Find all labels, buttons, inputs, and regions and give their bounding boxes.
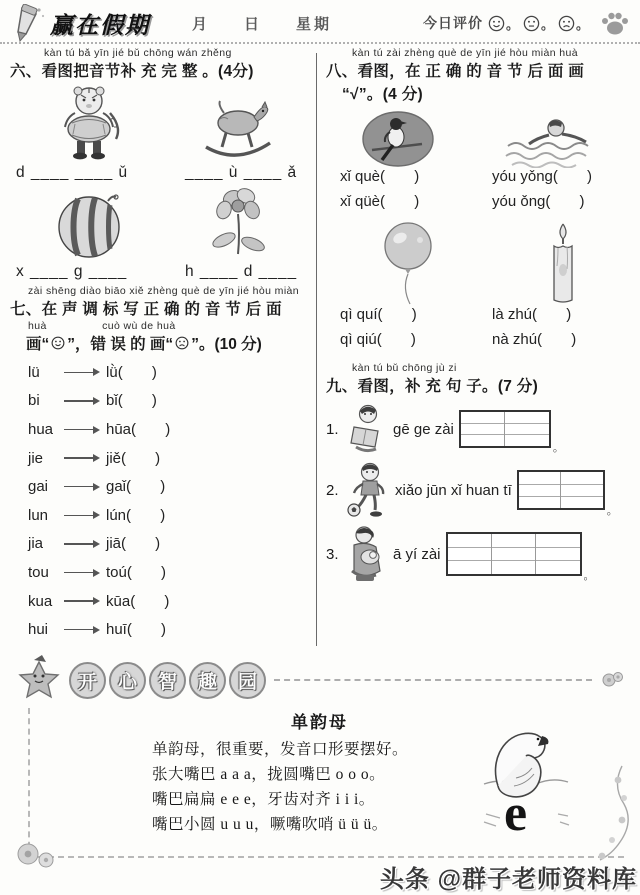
answer-brackets[interactable]: ( ) (376, 331, 416, 348)
section6-image-row-2 (10, 186, 310, 260)
match-arrow-icon (64, 572, 98, 574)
match-row (10, 444, 310, 473)
match-arrow-icon (64, 629, 98, 631)
section8-title-2: “√”。(4 分) (342, 86, 423, 103)
pinyin-cuowudehua: cuò wù de huà (102, 320, 176, 332)
worksheet-body (0, 44, 640, 656)
day-label: 日 (244, 15, 263, 33)
syllable-plain: lun (28, 506, 49, 524)
sad-face-icon (558, 15, 575, 32)
svg-text:e: e (504, 785, 528, 840)
section7-title: 七、在 声 调 标 写 正 确 的 音 节 后 面 (10, 301, 282, 318)
match-arrow-icon (64, 600, 98, 602)
sentence-stem: xiǎo jūn xǐ huan tī (395, 481, 512, 499)
aunt-holding-baby-illustration (346, 525, 388, 583)
banner-dashed-line (274, 679, 592, 681)
brand-logo-group (12, 4, 150, 42)
answer-brackets[interactable]: ( ) (130, 592, 170, 610)
answer-brackets[interactable]: ( ) (117, 392, 157, 410)
syllable-toned: huī (106, 621, 127, 639)
week-label: 星期 (296, 15, 333, 33)
item-number: 3. (326, 545, 339, 563)
watermark: 头条 @群子老师资料库 (379, 866, 637, 893)
answer-blank[interactable]: ____ ù ____ ǎ (185, 164, 298, 181)
rhyme-line: 张大嘴巴 a a a，拢圆嘴巴 o o o。 (152, 766, 386, 783)
right-column (322, 47, 634, 656)
syllable-plain: kua (28, 592, 53, 610)
syllable-toned: lǜ (106, 363, 118, 381)
period-mark: 。 (583, 570, 595, 582)
period-mark: 。 (575, 16, 589, 32)
answer-blank[interactable]: h ____ d ____ (185, 263, 298, 280)
banner-circle: 开 (69, 662, 106, 699)
syllable-toned: hūa (106, 420, 132, 438)
section6-blanks-2 (16, 263, 310, 281)
answer-brackets[interactable]: ( ) (552, 168, 593, 185)
answer-brackets[interactable]: ( ) (537, 331, 577, 348)
period-mark: 。 (505, 16, 519, 32)
match-row (10, 615, 310, 644)
match-arrow-icon (64, 486, 98, 488)
answer-brackets[interactable]: ( ) (117, 363, 157, 381)
section8-title: 八、看图，在 正 确 的 音 节 后 面 画 (326, 63, 585, 80)
sad-face-icon (175, 336, 189, 350)
syllable-toned: jiā (106, 535, 122, 553)
syllable-toned: bǐ (106, 392, 118, 410)
option-syllable: qì qiú (340, 331, 377, 348)
match-arrow-icon (64, 400, 98, 402)
pencil-mascot-icon (12, 4, 46, 42)
section8-image-row-2 (326, 220, 634, 306)
answer-brackets[interactable]: ( ) (126, 563, 167, 581)
period-mark: 。 (552, 442, 564, 454)
boy-reading-illustration (346, 403, 388, 455)
option-syllable: qì quí (340, 306, 378, 323)
balloon-illustration (380, 220, 438, 306)
option-syllable: là zhú (492, 306, 533, 323)
section7-pinyin-2 (28, 320, 310, 332)
paw-icon (600, 9, 630, 37)
syllable-plain: jia (28, 535, 44, 553)
answer-brackets[interactable]: ( ) (131, 420, 171, 438)
answer-grid[interactable] (459, 410, 551, 448)
evaluation-label: 今日评价 (422, 15, 483, 31)
banner-circle: 心 (109, 662, 146, 699)
match-row (10, 530, 310, 559)
section9-item-2 (326, 462, 634, 518)
rhyme-poem (152, 708, 487, 837)
match-arrow-icon (64, 372, 98, 374)
section7-pinyin-1: zài shēng diào biāo xiě zhèng què de yīn jié hòu miàn (28, 285, 300, 297)
syllable-plain: bi (28, 392, 40, 410)
date-line (192, 13, 332, 34)
rhyme-line: 嘴巴小圆 u u u，噘嘴吹哨 ü ü ü。 (152, 816, 388, 833)
match-row (10, 358, 310, 387)
section6-pinyin: kàn tú bǎ yīn jié bǔ chōng wán zhěng (44, 47, 232, 59)
left-column (10, 47, 310, 656)
tiger-drum-illustration (47, 83, 127, 161)
fun-zone-banner (0, 656, 640, 704)
answer-brackets[interactable]: ( ) (380, 168, 420, 185)
period-mark: 。 (540, 16, 554, 32)
answer-blank[interactable]: d ____ ____ ǔ (16, 164, 129, 181)
match-row (10, 558, 310, 587)
section7-subtitle (26, 332, 310, 354)
match-row (10, 415, 310, 444)
subtitle-text: ”。(10 分) (191, 336, 262, 353)
syllable-toned: lún (106, 506, 127, 524)
rhyme-title: 单韵母 (291, 713, 348, 732)
option-syllable: xǐ què (340, 168, 381, 185)
pinyin-hua: huà (28, 320, 47, 332)
flower-illustration (208, 186, 270, 260)
option-syllable: yóu yǒng (492, 168, 553, 185)
match-row (10, 587, 310, 616)
banner-circle: 趣 (189, 662, 226, 699)
grid-cell[interactable] (448, 534, 492, 574)
section8-option-row (326, 306, 634, 331)
item-number: 1. (326, 420, 339, 438)
answer-brackets[interactable]: ( ) (377, 306, 417, 323)
neutral-face-icon (523, 15, 540, 32)
vine-decoration-icon (592, 764, 632, 864)
section8-pinyin: kàn tú zài zhèng què de yīn jié hòu miàn huà (352, 47, 578, 59)
corner-flower-decoration-icon (14, 836, 66, 870)
match-arrow-icon (64, 457, 98, 459)
section8-option-row (326, 168, 634, 193)
option-syllable: yóu ǒng (492, 193, 546, 210)
sentence-stem: ā yí zài (393, 545, 441, 563)
syllable-toned: gaǐ (106, 478, 127, 496)
section7-match-list (10, 358, 310, 644)
swan-illustration (480, 722, 572, 840)
match-arrow-icon (64, 543, 98, 545)
candle-illustration (546, 222, 580, 306)
section9-item-1 (326, 403, 634, 455)
answer-brackets[interactable]: ( ) (126, 506, 166, 524)
sentence-stem: gē ge zài (393, 420, 454, 438)
banner-circle: 园 (229, 662, 266, 699)
period-mark: 。 (606, 505, 618, 517)
option-syllable: nà zhú (492, 331, 538, 348)
rocking-horse-illustration (200, 91, 274, 161)
answer-brackets[interactable]: ( ) (121, 449, 161, 467)
watermelon-illustration (50, 190, 128, 260)
grid-cell[interactable] (536, 534, 580, 574)
starfish-mascot-icon (14, 654, 64, 706)
answer-brackets[interactable]: ( ) (532, 306, 572, 323)
flower-decoration-icon (600, 668, 626, 692)
rhyme-box (28, 708, 624, 858)
brand-logo: 赢在假期 (50, 11, 150, 38)
boy-kicking-ball-illustration (346, 462, 390, 518)
section8-image-row-1 (326, 106, 634, 168)
section8-option-row (326, 193, 634, 218)
column-divider (316, 53, 317, 646)
smiley-face-icon (488, 15, 505, 32)
grid-cell[interactable] (519, 472, 561, 508)
grid-cell[interactable] (461, 412, 505, 446)
answer-grid[interactable] (446, 532, 582, 576)
rhyme-line: 嘴巴扁扁 e e e，牙齿对齐 i i i。 (152, 791, 375, 808)
syllable-plain: hui (28, 621, 49, 639)
syllable-plain: gai (28, 478, 49, 496)
grid-cell[interactable] (505, 412, 549, 446)
section9-title: 九、看图，补 充 句 子。(7 分) (326, 378, 539, 395)
syllable-plain: tou (28, 563, 49, 581)
grid-cell[interactable] (492, 534, 536, 574)
answer-brackets[interactable]: ( ) (121, 535, 161, 553)
match-row (10, 387, 310, 416)
smiley-face-icon (51, 336, 65, 350)
answer-brackets[interactable]: ( ) (126, 478, 166, 496)
syllable-plain: hua (28, 420, 54, 438)
syllable-plain: lü (28, 363, 40, 381)
rhyme-line: 单韵母，很重要，发音口形要摆好。 (152, 741, 409, 758)
section6-title: 六、看图把音节补 充 完 整 。(4分) (10, 63, 254, 80)
section9-item-3 (326, 525, 634, 583)
section8-option-row (326, 331, 634, 356)
option-syllable: xǐ qüè (340, 193, 381, 210)
answer-brackets[interactable]: ( ) (380, 193, 420, 210)
answer-grid[interactable] (517, 470, 605, 510)
syllable-plain: jie (28, 449, 44, 467)
section6-image-row-1 (10, 83, 310, 161)
swimmer-illustration (504, 114, 600, 168)
magpie-illustration (360, 110, 436, 168)
subtitle-text: 画“ (26, 336, 50, 353)
daily-evaluation (423, 13, 592, 33)
subtitle-text: ”，错 误 的 画“ (67, 336, 174, 353)
match-arrow-icon (64, 515, 98, 517)
answer-blank[interactable]: x ____ g ____ (16, 263, 128, 280)
answer-brackets[interactable]: ( ) (545, 193, 585, 210)
match-arrow-icon (64, 429, 98, 431)
section6-blanks-1 (16, 164, 310, 182)
syllable-toned: jiě (106, 449, 122, 467)
section9-pinyin: kàn tú bǔ chōng jù zi (352, 362, 457, 374)
syllable-toned: toú (106, 563, 127, 581)
match-row (10, 501, 310, 530)
banner-circle: 智 (149, 662, 186, 699)
grid-cell[interactable] (561, 472, 603, 508)
month-label: 月 (192, 15, 211, 33)
page-header (0, 0, 640, 44)
banner-circles (66, 662, 266, 699)
answer-brackets[interactable]: ( ) (126, 621, 167, 639)
syllable-toned: kūa (106, 592, 131, 610)
match-row (10, 472, 310, 501)
item-number: 2. (326, 481, 339, 499)
